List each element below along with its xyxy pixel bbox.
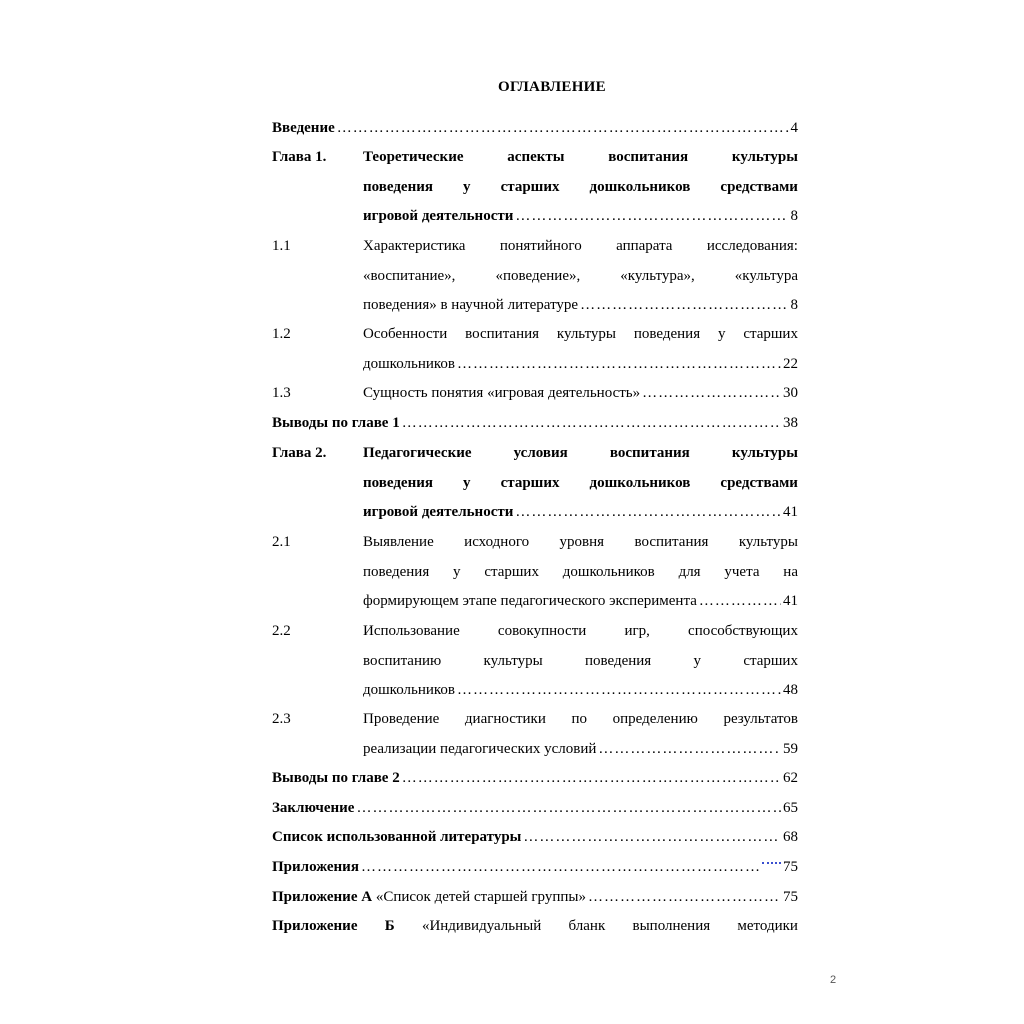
entry-label: 2.2 bbox=[272, 623, 291, 639]
entry-title-line-3: формирующем этапе педагогического эксперимента bbox=[363, 593, 697, 609]
dot-leader bbox=[642, 382, 781, 404]
toc-entry-2-1-end bbox=[272, 590, 798, 612]
entry-title-line-2: поведения у старших дошкольников для учета на bbox=[363, 564, 798, 580]
entry-title-line-2: поведения у старших дошкольников средствами bbox=[363, 179, 798, 195]
dot-leader bbox=[402, 767, 781, 789]
entry-page: 48 bbox=[783, 682, 798, 698]
dot-leader bbox=[457, 679, 781, 701]
entry-title-line-1: Выявление исходного уровня воспитания культуры bbox=[363, 534, 798, 550]
dot-leader bbox=[588, 886, 781, 908]
entry-label: 1.2 bbox=[272, 326, 291, 342]
dot-leader bbox=[356, 797, 781, 819]
dot-leader bbox=[515, 205, 788, 227]
toc-entry-2-2-cont bbox=[272, 650, 798, 672]
toc-entry-conclusion[interactable] bbox=[272, 797, 798, 819]
dot-leader bbox=[337, 117, 789, 139]
toc-entry-2-2[interactable] bbox=[272, 620, 798, 642]
entry-title-line-2: «воспитание», «поведение», «культура», «культура bbox=[363, 268, 798, 284]
toc-entry-2-1[interactable] bbox=[272, 531, 798, 553]
entry-title: Выводы по главе 2 bbox=[272, 770, 400, 786]
entry-title-line-1: Педагогические условия воспитания культуры bbox=[363, 445, 798, 461]
entry-title-line-1: Теоретические аспекты воспитания культуры bbox=[363, 149, 798, 165]
entry-title-line-3: игровой деятельности bbox=[363, 208, 514, 224]
dot-leader bbox=[515, 501, 781, 523]
entry-title-line-1: Приложение Б «Индивидуальный бланк выполнения методики bbox=[272, 918, 798, 934]
entry-title-line-3: игровой деятельности bbox=[363, 504, 514, 520]
dot-leader bbox=[402, 412, 781, 434]
entry-title: Приложения bbox=[272, 859, 359, 875]
entry-label: Глава 1. bbox=[272, 149, 327, 165]
spellcheck-underline bbox=[762, 856, 781, 864]
entry-title: Сущность понятия «игровая деятельность» bbox=[363, 385, 641, 401]
toc-entry-2-2-end bbox=[272, 679, 798, 701]
entry-title: Выводы по главе 1 bbox=[272, 415, 400, 431]
entry-page: 62 bbox=[783, 770, 798, 786]
toc-entry-2-3-end bbox=[272, 738, 798, 760]
entry-title-line-2: поведения у старших дошкольников средствами bbox=[363, 475, 798, 491]
entry-page: 41 bbox=[783, 593, 798, 609]
entry-label: 1.1 bbox=[272, 238, 291, 254]
toc-entry-1-3[interactable] bbox=[272, 382, 798, 404]
dot-leader bbox=[580, 294, 788, 316]
entry-page: 8 bbox=[790, 297, 798, 313]
toc-entry-1-1-end bbox=[272, 294, 798, 316]
toc-entry-conclusions-1[interactable] bbox=[272, 412, 798, 434]
toc-entry-chapter-2-end bbox=[272, 501, 798, 523]
toc-entry-1-2[interactable] bbox=[272, 323, 798, 345]
entry-title-line-3: дошкольников bbox=[363, 682, 455, 698]
toc-entry-references[interactable] bbox=[272, 826, 798, 848]
page-number: 2 bbox=[830, 974, 837, 986]
entry-title: Введение bbox=[272, 120, 335, 136]
entry-title: Заключение bbox=[272, 800, 355, 816]
entry-label: 2.1 bbox=[272, 534, 291, 550]
toc-entry-conclusions-2[interactable] bbox=[272, 767, 798, 789]
entry-title: Список использованной литературы bbox=[272, 829, 522, 845]
entry-title-line-2: воспитанию культуры поведения у старших bbox=[363, 653, 798, 669]
entry-page: 59 bbox=[783, 741, 798, 757]
entry-title-line-2: дошкольников bbox=[363, 356, 455, 372]
toc-entry-2-3[interactable] bbox=[272, 708, 798, 730]
entry-page: 30 bbox=[783, 385, 798, 401]
entry-title-line-1: Характеристика понятийного аппарата исследования: bbox=[363, 238, 798, 254]
entry-page: 75 bbox=[783, 889, 798, 905]
dot-leader bbox=[361, 856, 760, 878]
entry-title-line-2: реализации педагогических условий bbox=[363, 741, 597, 757]
toc-entry-1-1[interactable] bbox=[272, 235, 798, 257]
toc-entry-appendix-a[interactable] bbox=[272, 886, 798, 908]
toc-entry-appendix-b[interactable] bbox=[272, 915, 798, 937]
toc-title: ОГЛАВЛЕНИЕ bbox=[498, 79, 606, 95]
toc-entry-chapter-1-cont bbox=[272, 176, 798, 198]
entry-page: 41 bbox=[783, 504, 798, 520]
entry-label: Глава 2. bbox=[272, 445, 327, 461]
toc-entry-1-2-end bbox=[272, 353, 798, 375]
entry-title-line-1: Проведение диагностики по определению результатов bbox=[363, 711, 798, 727]
toc-entry-1-1-cont bbox=[272, 265, 798, 287]
entry-page: 68 bbox=[783, 829, 798, 845]
entry-page: 4 bbox=[790, 120, 798, 136]
entry-page: 38 bbox=[783, 415, 798, 431]
toc-entry-chapter-1-end bbox=[272, 205, 798, 227]
toc-entry-appendices[interactable] bbox=[272, 856, 798, 878]
toc-entry-chapter-2-cont bbox=[272, 472, 798, 494]
entry-title-line-1: Использование совокупности игр, способствующих bbox=[363, 623, 798, 639]
toc-entry-chapter-1[interactable] bbox=[272, 146, 798, 168]
dot-leader bbox=[598, 738, 781, 760]
entry-label: 1.3 bbox=[272, 385, 291, 401]
dot-leader bbox=[457, 353, 781, 375]
entry-page: 75 bbox=[783, 859, 798, 875]
entry-title-line-1: Особенности воспитания культуры поведения у старших bbox=[363, 326, 798, 342]
dot-leader bbox=[699, 590, 781, 612]
entry-label: 2.3 bbox=[272, 711, 291, 727]
entry-title: «Список детей старшей группы» bbox=[375, 889, 586, 905]
entry-page: 65 bbox=[783, 800, 798, 816]
dot-leader bbox=[523, 826, 781, 848]
toc-entry-introduction[interactable] bbox=[272, 117, 798, 139]
entry-page: 8 bbox=[790, 208, 798, 224]
entry-page: 22 bbox=[783, 356, 798, 372]
toc-entry-chapter-2[interactable] bbox=[272, 442, 798, 464]
toc-entry-2-1-cont bbox=[272, 561, 798, 583]
entry-title-line-3: поведения» в научной литературе bbox=[363, 297, 579, 313]
entry-label: Приложение А bbox=[272, 889, 373, 905]
